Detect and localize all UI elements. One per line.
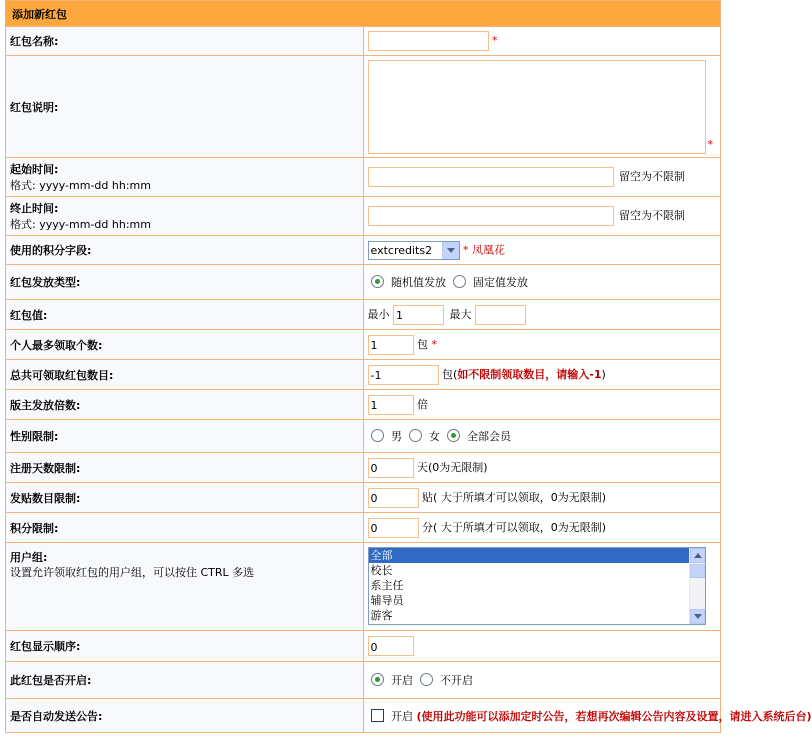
radio-all-members[interactable] bbox=[447, 429, 460, 442]
per-user-unit: 包 bbox=[417, 337, 428, 351]
groups-desc: 设置允许领取红包的用户组，可以按住 CTRL 多选 bbox=[10, 566, 255, 579]
required-mark: * bbox=[463, 243, 469, 256]
list-item[interactable]: 辅导员 bbox=[370, 594, 404, 607]
scroll-down-icon[interactable] bbox=[690, 609, 705, 624]
form-header bbox=[6, 1, 721, 27]
credits-unit: 分( 大于所填才可以领取，0为无限制) bbox=[422, 520, 607, 534]
label-end: 终止时间: 格式: yyyy-mm-dd hh:mm bbox=[6, 197, 364, 236]
min-amount-input[interactable] bbox=[393, 305, 444, 325]
end-format-hint: 格式: yyyy-mm-dd hh:mm bbox=[10, 218, 151, 231]
label-announce: 是否自动发送公告: bbox=[6, 699, 364, 733]
total-close: ) bbox=[601, 367, 606, 381]
chevron-down-icon[interactable] bbox=[442, 242, 459, 259]
label-groups: 用户组: 设置允许领取红包的用户组，可以按住 CTRL 多选 bbox=[6, 543, 364, 631]
moderator-unit: 倍 bbox=[417, 397, 428, 411]
start-format-hint: 格式: yyyy-mm-dd hh:mm bbox=[10, 179, 151, 192]
radio-fixed[interactable] bbox=[453, 275, 466, 288]
required-mark: * bbox=[707, 138, 713, 151]
posts-unit: 贴( 大于所填才可以领取，0为无限制) bbox=[422, 490, 607, 504]
value-gender bbox=[363, 420, 721, 453]
value-announce bbox=[363, 699, 812, 733]
end-hint: 留空为不限制 bbox=[619, 209, 685, 222]
label-per-user: 个人最多领取个数: bbox=[6, 330, 364, 360]
radio-on-label: 开启 bbox=[391, 674, 413, 687]
desc-textarea[interactable] bbox=[368, 60, 706, 154]
credit-field-select[interactable] bbox=[368, 241, 460, 260]
value-per-user bbox=[363, 330, 721, 360]
listbox-scrollbar[interactable] bbox=[689, 548, 705, 624]
label-moderator: 版主发放倍数: bbox=[6, 390, 364, 420]
label-name: 红包名称: bbox=[6, 27, 364, 56]
value-end bbox=[363, 197, 721, 236]
reg-days-input[interactable] bbox=[368, 458, 414, 478]
list-item[interactable]: 校长 bbox=[370, 564, 393, 577]
label-amount: 红包值: bbox=[6, 300, 364, 330]
per-user-input[interactable] bbox=[368, 335, 414, 355]
value-enabled bbox=[363, 662, 721, 699]
user-group-listbox[interactable] bbox=[368, 547, 706, 625]
total-unit: 包( bbox=[442, 367, 458, 381]
credit-name: 凤凰花 bbox=[472, 243, 505, 256]
total-note: 如不限制领取数目，请输入-1 bbox=[457, 367, 602, 381]
radio-enabled-on[interactable] bbox=[371, 673, 384, 686]
label-enabled: 此红包是否开启: bbox=[6, 662, 364, 699]
value-name bbox=[363, 27, 721, 56]
announce-note: (使用此功能可以添加定时公告，若想再次编辑公告内容及设置，请进入系统后台) bbox=[416, 709, 812, 723]
max-label: 最大 bbox=[449, 307, 472, 321]
scroll-thumb[interactable] bbox=[690, 564, 705, 578]
start-time-input[interactable] bbox=[368, 167, 614, 187]
value-total bbox=[363, 360, 721, 390]
name-input[interactable] bbox=[368, 31, 489, 51]
total-input[interactable] bbox=[368, 365, 439, 385]
value-reg-days bbox=[363, 453, 721, 483]
announce-checkbox[interactable] bbox=[371, 709, 384, 722]
radio-random[interactable] bbox=[371, 275, 384, 288]
label-credits: 积分限制: bbox=[6, 513, 364, 543]
radio-off-label: 不开启 bbox=[440, 674, 473, 687]
value-order bbox=[363, 631, 721, 662]
radio-enabled-off[interactable] bbox=[420, 673, 433, 686]
required-mark: * bbox=[492, 34, 498, 47]
add-red-packet-form bbox=[5, 0, 812, 733]
value-groups bbox=[363, 543, 721, 631]
label-total: 总共可领取红包数目: bbox=[6, 360, 364, 390]
value-credits bbox=[363, 513, 721, 543]
value-posts bbox=[363, 483, 721, 513]
list-item[interactable]: 系主任 bbox=[370, 579, 404, 592]
label-reg-days: 注册天数限制: bbox=[6, 453, 364, 483]
credits-input[interactable] bbox=[368, 518, 419, 538]
form-title: 添加新红包 bbox=[12, 7, 67, 21]
label-credit: 使用的积分字段: bbox=[6, 236, 364, 265]
scroll-up-icon[interactable] bbox=[690, 548, 705, 563]
posts-input[interactable] bbox=[368, 488, 419, 508]
moderator-multiple-input[interactable] bbox=[368, 395, 414, 415]
label-type: 红包发放类型: bbox=[6, 265, 364, 300]
label-gender: 性别限制: bbox=[6, 420, 364, 453]
start-hint: 留空为不限制 bbox=[619, 170, 685, 183]
radio-female-label: 女 bbox=[429, 430, 440, 443]
value-credit bbox=[363, 236, 721, 265]
label-posts: 发贴数目限制: bbox=[6, 483, 364, 513]
label-order: 红包显示顺序: bbox=[6, 631, 364, 662]
radio-random-label: 随机值发放 bbox=[391, 276, 446, 289]
value-desc bbox=[363, 56, 721, 158]
reg-days-unit: 天(0为无限制) bbox=[417, 460, 488, 474]
list-item[interactable]: 全部 bbox=[369, 548, 705, 563]
end-time-input[interactable] bbox=[368, 206, 614, 226]
value-amount bbox=[363, 300, 721, 330]
credit-select-value: extcredits2 bbox=[370, 243, 433, 257]
radio-female[interactable] bbox=[409, 429, 422, 442]
required-mark: * bbox=[431, 337, 437, 351]
max-amount-input[interactable] bbox=[475, 305, 526, 325]
value-moderator bbox=[363, 390, 721, 420]
min-label: 最小 bbox=[367, 307, 390, 321]
label-start: 起始时间: 格式: yyyy-mm-dd hh:mm bbox=[6, 158, 364, 197]
list-item[interactable]: 游客 bbox=[370, 609, 393, 622]
radio-all-label: 全部会员 bbox=[467, 430, 511, 443]
value-type bbox=[363, 265, 721, 300]
radio-fixed-label: 固定值发放 bbox=[473, 276, 528, 289]
display-order-input[interactable] bbox=[368, 636, 414, 656]
radio-male-label: 男 bbox=[391, 430, 402, 443]
value-start bbox=[363, 158, 721, 197]
label-desc: 红包说明: bbox=[6, 56, 364, 158]
radio-male[interactable] bbox=[371, 429, 384, 442]
announce-option-label: 开启 bbox=[391, 709, 413, 723]
